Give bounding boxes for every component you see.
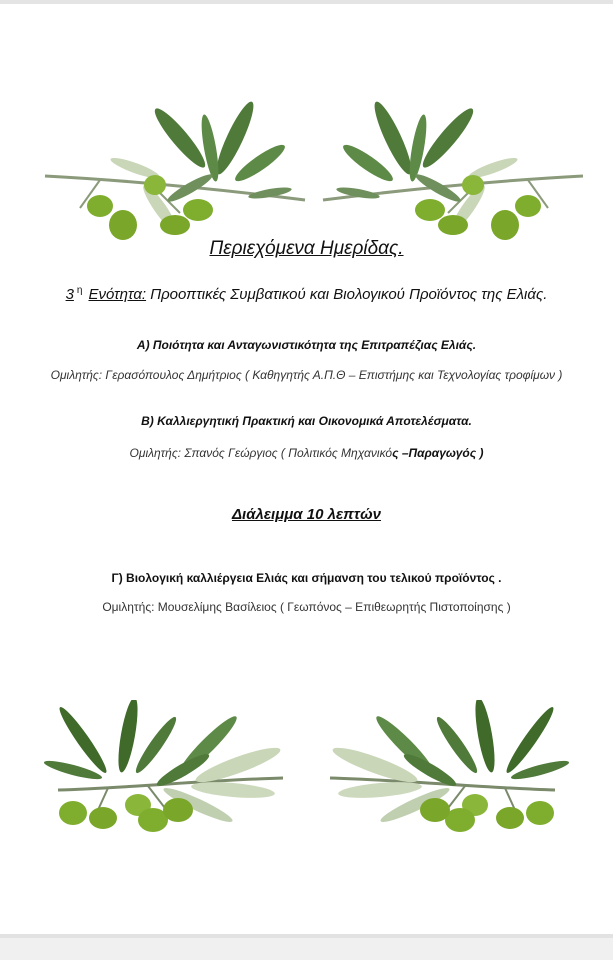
top-border — [0, 0, 613, 4]
talk-g-title: Γ) Βιολογική καλλιέργεια Ελιάς και σήμανση του τελικού προϊόντος . — [111, 571, 502, 585]
talk-a-speaker: Ομιλητής: Γερασόπουλος Δημήτριος ( Καθηγητής Α.Π.Θ – Επιστήμης και Τεχνολογίας τροφίμων ) — [50, 368, 563, 382]
talk-b-speaker-role: ς –Παραγωγός ) — [392, 446, 484, 460]
olive-branch-bottom-left — [38, 700, 288, 850]
section-heading — [40, 281, 573, 305]
section-number: 3 — [65, 286, 74, 303]
talk-b-speaker-text: Ομιλητής: Σπανός Γεώργιος ( Πολιτικός Μηχανικό — [129, 446, 393, 460]
page-title: Περιεχόμενα Ημερίδας. — [209, 238, 404, 259]
talk-b-speaker — [40, 444, 573, 463]
talk-b-title: Β) Καλλιεργητική Πρακτική και Οικονομικά Αποτελέσματα. — [141, 414, 472, 428]
olive-branch-bottom-right — [325, 700, 575, 850]
bottom-border — [0, 934, 613, 960]
break-heading: Διάλειμμα 10 λεπτών — [231, 506, 382, 523]
section-superscript: η — [76, 285, 83, 296]
olive-branch-top-right — [318, 88, 588, 253]
talk-g-speaker: Ομιλητής: Μουσελίμης Βασίλειος ( Γεωπόνος – Επιθεωρητής Πιστοποίησης ) — [102, 600, 511, 614]
section-label: Ενότητα: — [88, 286, 147, 303]
talk-a-title: Α) Ποιότητα και Ανταγωνιστικότητα της Επιτραπέζιας Ελιάς. — [136, 338, 477, 352]
olive-branch-top-left — [40, 88, 310, 253]
section-title: Προοπτικές Συμβατικού και Βιολογικού Προϊόντος της Ελιάς. — [150, 286, 548, 303]
